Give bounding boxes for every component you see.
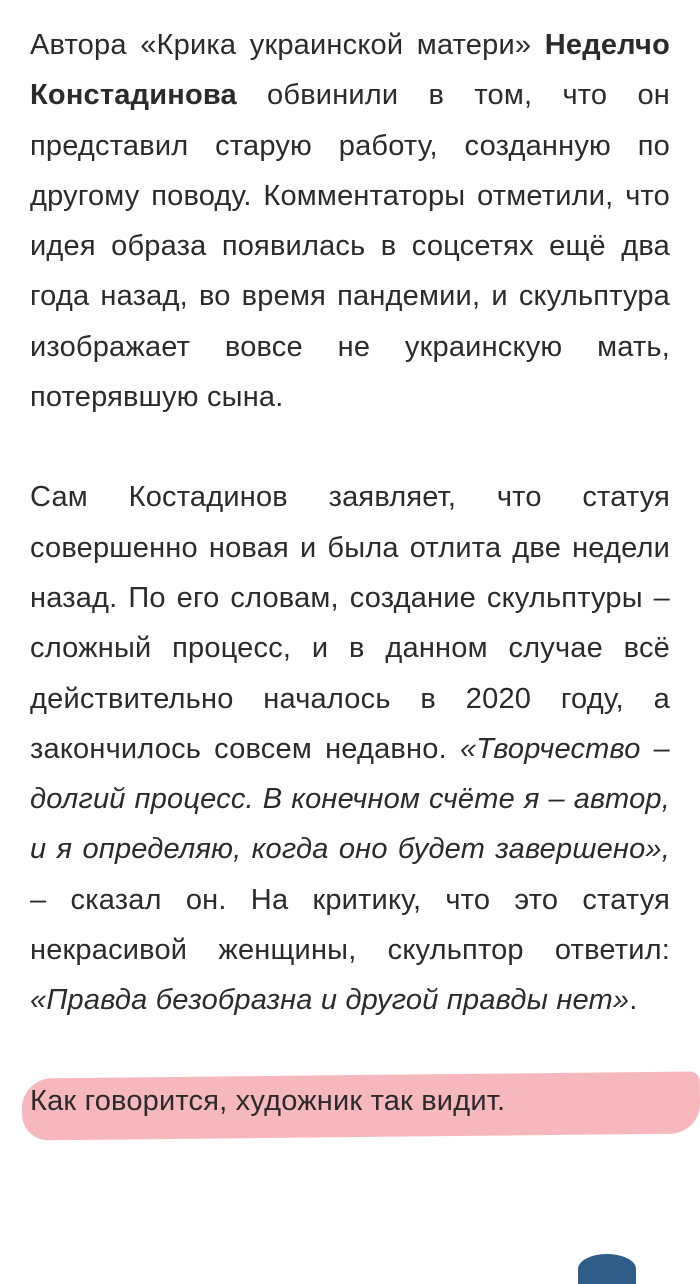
- article-body: [30, 20, 670, 1126]
- paragraph-1-text-end: обвинили в том, что он представил старую работу, созданную по другому поводу. Комментаторы отметили, что идея образа появилась в соцсетях ещё два года назад, во время пандемии, и скульптура изображает вовсе не украинскую мать, потерявшую сына.: [30, 79, 670, 414]
- paragraph-1: [30, 20, 670, 422]
- paragraph-2: [30, 472, 670, 1025]
- paragraph-3: Как говорится, художник так видит.: [30, 1084, 506, 1117]
- author-name-link[interactable]: Неделчо Констадинова: [30, 29, 670, 112]
- paragraph-2-text-start: Сам Костадинов заявляет, что статуя совершенно новая и была отлита две недели назад. По его словам, создание скульптуры – сложный процесс, и в данном случае всё действительно началось в 2020 году, а закончилось совсем недавно.: [30, 481, 670, 765]
- paragraph-2-text-middle: – сказал он. На критику, что это статуя некрасивой женщины, скульптор ответил:: [30, 883, 670, 967]
- paragraph-1-text-start: Автора «Крика украинской матери»: [30, 29, 545, 61]
- quote-truth-highlighted: «Правда безобразна и другой правды нет»: [30, 984, 630, 1017]
- avatar[interactable]: [578, 1254, 636, 1284]
- paragraph-2-text-end: .: [629, 984, 638, 1017]
- quote-creativity: «Творчество – долгий процесс. В конечном счёте я – автор, и я определяю, когда оно будет завершено»,: [30, 732, 670, 866]
